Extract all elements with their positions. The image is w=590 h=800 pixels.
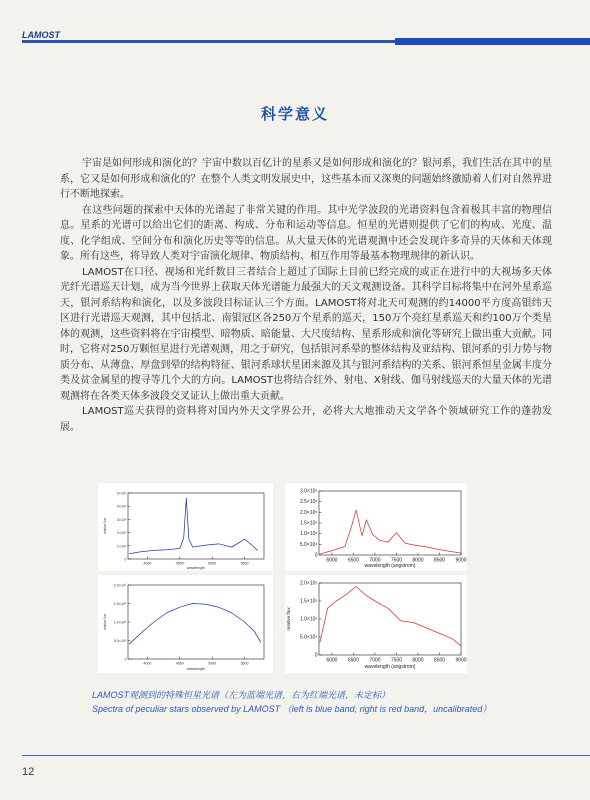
x-tick-label: 7000 [369, 657, 381, 664]
y-tick-label: 2.0×10⁵ [299, 580, 318, 587]
plot-frame [319, 491, 461, 555]
y-tick-label: 1.5×10⁵ [113, 602, 127, 606]
x-tick-label: 6500 [347, 557, 359, 564]
spectrum-series-line [320, 510, 461, 554]
x-tick-label: 4500 [175, 661, 184, 666]
x-tick-label: 5500 [240, 661, 249, 666]
x-axis-label: wavelength [186, 566, 206, 570]
plot-frame [128, 493, 264, 559]
x-tick-label: 5000 [208, 561, 217, 566]
page-title: 科学意义 [260, 105, 329, 123]
x-axis-label: wavelength (angstrom) [364, 664, 416, 670]
spectrum-blue-bottom [98, 575, 273, 673]
x-tick-label: 7500 [390, 657, 403, 664]
figure-caption-en: Spectra of peculiar stars observed by LAMOST （left is blue band, right is red band，uncalibrated） [92, 704, 492, 714]
y-tick-label: 1.0×10⁵ [113, 620, 127, 625]
paragraph: 在这些问题的探索中天体的光谱起了非常关键的作用。其中光学波段的光谱资料包含着极其丰富的物理信息。星系的光谱可以给出它们的距离、构成、分布和运动等信息。恒星的光谱则提供了它们的构成、光度、温度、化学组成、空间分布和演化历史等等的信息。从大量天体的光谱观测中还会发现许多奇异的天体和天体现象。所有这些，将导致人类对宇宙演化规律、物质结构、相互作用等最基本物理规律的新认识。 [60, 204, 552, 262]
y-tick-label: 2.0×10⁵ [113, 583, 127, 588]
x-tick-label: 6500 [347, 657, 359, 664]
y-tick-label: 2×10⁴ [116, 531, 127, 536]
x-axis-label: wavelength [186, 667, 206, 671]
y-tick-label: 5.0×10⁴ [299, 541, 318, 548]
y-axis-label: relative flux [286, 607, 291, 631]
x-tick-label: 4000 [143, 561, 152, 566]
header-accent-bar [395, 38, 590, 45]
y-tick-label: 3×10⁴ [116, 517, 127, 522]
x-tick-label: 9000 [455, 657, 467, 664]
y-tick-label: 0 [314, 652, 318, 659]
plot-frame [128, 585, 264, 659]
paragraph: LAMOST巡天获得的资料将对国内外天文学界公开，必将大大地推动天文学各个领域研究工作的蓬勃发展。 [60, 406, 552, 433]
x-axis-label: wavelength (angstrom) [364, 563, 416, 569]
body-text [60, 156, 552, 435]
footer-rule [22, 755, 590, 756]
y-tick-label: 0 [124, 657, 127, 662]
y-tick-label: 1.0×10⁵ [299, 616, 318, 623]
x-tick-label: 4500 [175, 561, 184, 566]
y-axis-label: relative flux [103, 517, 107, 535]
page-number: 12 [22, 766, 35, 778]
plot-frame [319, 583, 461, 655]
x-tick-label: 6000 [326, 557, 338, 564]
x-tick-label: 8500 [433, 557, 446, 564]
y-tick-label: 5.0×10⁴ [113, 639, 127, 643]
spectrum-red-top [285, 483, 467, 571]
x-tick-label: 7500 [390, 557, 403, 564]
x-tick-label: 8000 [412, 557, 424, 564]
x-tick-label: 8500 [433, 657, 446, 664]
x-tick-label: 8000 [412, 657, 424, 664]
header-label: LAMOST [22, 30, 60, 40]
x-tick-label: 9000 [455, 557, 467, 564]
x-tick-label: 6000 [326, 657, 338, 664]
figure-caption-zh: LAMOST观测到的特殊恒星光谱（左为蓝端光谱，右为红端光谱，未定标） [92, 690, 391, 700]
x-tick-label: 5500 [240, 561, 249, 566]
y-tick-label: 1.5×10⁵ [299, 520, 318, 527]
spectrum-series-line [129, 498, 257, 553]
paragraph: 宇宙是如何形成和演化的？宇宙中数以百亿计的星系又是如何形成和演化的？银河系，我们生活在其中的星系，它又是如何形成和演化的？在整个人类文明发展史中，这些基本而又深奥的问题始终激励着人们对自然界进行不断地探索。 [60, 158, 552, 200]
y-tick-label: 3.0×10⁵ [299, 488, 318, 495]
spectrum-red-bottom [285, 575, 467, 673]
y-tick-label: 5.0×10⁴ [299, 634, 318, 641]
y-tick-label: 1×10⁴ [116, 544, 127, 549]
y-tick-label: 1.0×10⁵ [299, 531, 318, 538]
y-tick-label: 4×10⁴ [116, 504, 127, 509]
spectrum-blue-top [98, 483, 273, 571]
y-tick-label: 0 [314, 552, 318, 559]
y-tick-label: 5×10⁴ [116, 491, 127, 496]
spectrum-series-line [129, 604, 260, 645]
y-tick-label: 1.5×10⁵ [299, 598, 318, 605]
x-tick-label: 5000 [208, 661, 217, 666]
x-tick-label: 7000 [369, 557, 381, 564]
x-tick-label: 4000 [143, 661, 152, 666]
y-tick-label: 2.5×10⁵ [299, 499, 318, 506]
spectrum-series-line [320, 587, 461, 646]
y-tick-label: 0 [124, 557, 127, 562]
paragraph: LAMOST在口径、视场和光纤数目三者结合上超过了国际上目前已经完成的或正在进行中的大视场多天体光纤光谱巡天计划，成为当今世界上获取天体光谱能力最强大的天文观测设备。其科学目标将集中在河外星系巡天，银河系结构和演化，以及多波段目标证认三个方面。LAMOST将对北天可观测的约14000平方度高银纬天区进行光谱巡天观测，其中包括北、南银冠区各250万个星系的巡天，150万个亮红星系巡天和约100万个类星体的观测，这些资料将在宇宙模型、暗物质、暗能量、大尺度结构、星系形成和演化等研究上做出重大贡献。同时，它将对250万颗恒星进行光谱观测，用之于研究，包括银河系晕的整体结构及亚结构、银河系的引力势与物质分布、从薄盘、厚盘到晕的结构特征、银河系球状星团来源及其与银河系结构的关系、银河系恒星金属丰度分类及贫金属星的搜寻等几个大的方向。LAMOST也将结合红外、射电、X射线、伽马射线巡天的大量天体的光谱观测将在各类天体多波段交叉证认上做出重大贡献。 [60, 266, 552, 402]
y-axis-label: relative flux [103, 613, 107, 631]
y-tick-label: 2.0×10⁵ [299, 509, 318, 516]
